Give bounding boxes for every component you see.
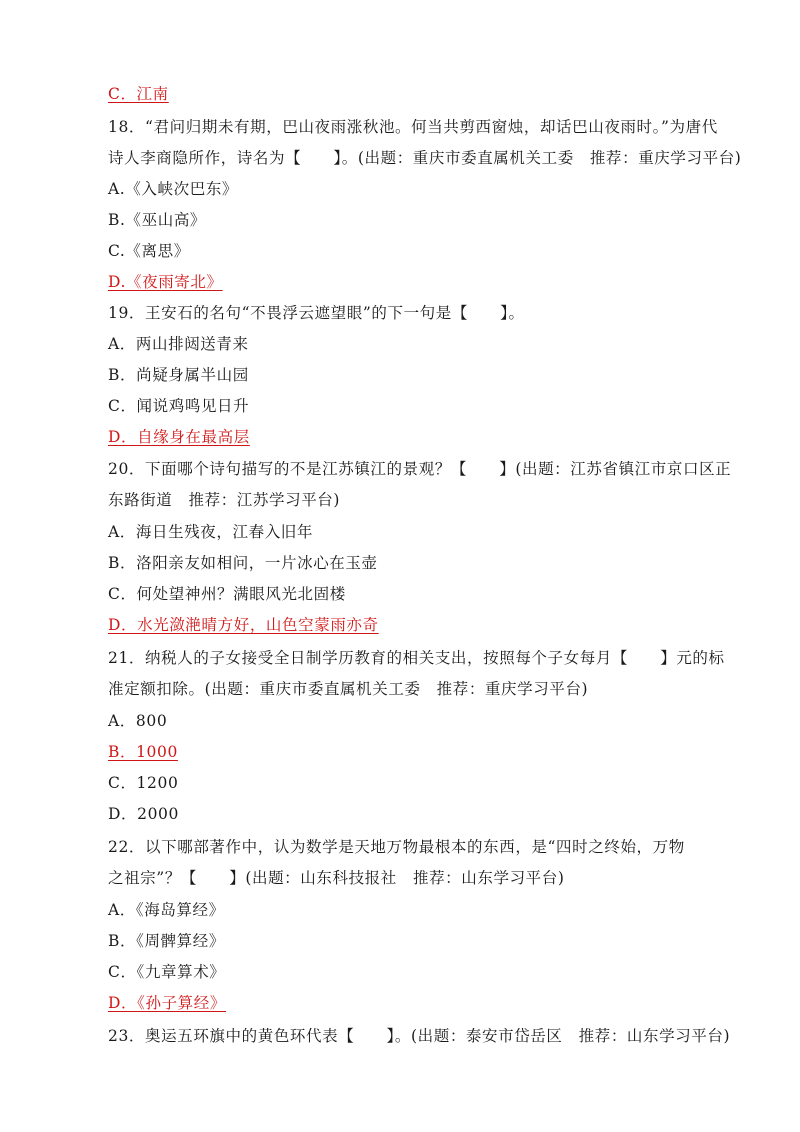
q22-option-c: C．《九章算术》 (108, 963, 226, 981)
q20-option-b: B．洛阳亲友如相问，一片冰心在玉壶 (108, 554, 378, 572)
q19-option-b: B．尚疑身属半山园 (108, 366, 249, 384)
q21-option-d: D．2000 (108, 805, 179, 823)
q21-option-b-answer: B．1000 (108, 743, 178, 761)
previous-answer: C．江南 (108, 85, 169, 103)
q21-option-c: C．1200 (108, 774, 179, 792)
q20-option-a: A．海日生残夜，江春入旧年 (108, 523, 313, 541)
q18-option-d-answer: D.《夜雨寄北》 (108, 273, 223, 291)
question-22-line-1: 22．以下哪部著作中，认为数学是天地万物最根本的东西，是“四时之终始，万物 (108, 838, 685, 856)
question-22-line-2: 之祖宗”？【 】(出题：山东科技报社 推荐：山东学习平台) (108, 869, 565, 887)
q19-option-d-answer: D．自缘身在最高层 (108, 428, 250, 446)
question-20-line-2: 东路街道 推荐：江苏学习平台) (108, 491, 341, 509)
q18-option-b: B.《巫山高》 (108, 211, 207, 229)
q19-option-a: A．两山排闼送青来 (108, 335, 249, 353)
q20-option-c: C．何处望神州？满眼风光北固楼 (108, 585, 346, 603)
q19-option-c: C．闻说鸡鸣见日升 (108, 397, 250, 415)
question-19-line-1: 19．王安石的名句“不畏浮云遮望眼”的下一句是【 】。 (108, 304, 525, 322)
question-23-line-1: 23．奥运五环旗中的黄色环代表【 】。(出题：泰安市岱岳区 推荐：山东学习平台) (108, 1027, 731, 1045)
q18-option-a: A.《入峡次巴东》 (108, 180, 239, 198)
q22-option-b: B．《周髀算经》 (108, 932, 225, 950)
q21-option-a: A．800 (108, 712, 168, 730)
question-21-line-2: 准定额扣除。(出题：重庆市委直属机关工委 推荐：重庆学习平台) (108, 680, 589, 698)
q20-option-d-answer: D．水光潋滟晴方好，山色空蒙雨亦奇 (108, 616, 379, 634)
question-20-line-1: 20．下面哪个诗句描写的不是江苏镇江的景观？【 】(出题：江苏省镇江市京口区正 (108, 460, 732, 478)
question-18-line-1: 18．“君问归期未有期，巴山夜雨涨秋池。何当共剪西窗烛，却话巴山夜雨时。”为唐代 (108, 118, 718, 136)
question-21-line-1: 21．纳税人的子女接受全日制学历教育的相关支出，按照每个子女每月【 】元的标 (108, 649, 725, 667)
question-18-line-2: 诗人李商隐所作，诗名为【 】。(出题：重庆市委直属机关工委 推荐：重庆学习平台) (108, 149, 742, 167)
q22-option-a: A．《海岛算经》 (108, 901, 225, 919)
q22-option-d-answer: D．《孙子算经》 (108, 994, 226, 1012)
q18-option-c: C.《离思》 (108, 242, 190, 260)
